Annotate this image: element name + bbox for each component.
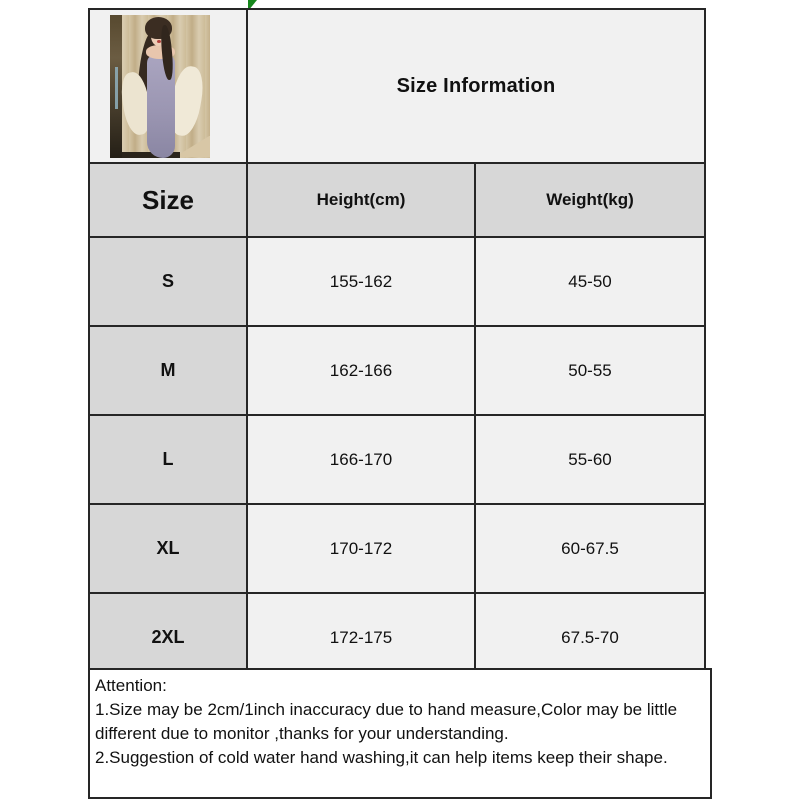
table-row-xl <box>89 504 705 593</box>
table-header-row <box>89 163 705 237</box>
product-photo <box>110 15 210 158</box>
weight-value: 55-60 <box>475 415 705 504</box>
weight-value: 60-67.5 <box>475 504 705 593</box>
size-label: S <box>89 237 247 326</box>
attention-line: different due to monitor ,thanks for your understanding. <box>95 724 509 743</box>
weight-value: 50-55 <box>475 326 705 415</box>
weight-value: 45-50 <box>475 237 705 326</box>
column-header-height: Height(cm) <box>247 163 475 237</box>
attention-line: 2.Suggestion of cold water hand washing,it can help items keep their shape. <box>95 748 668 767</box>
size-label: 2XL <box>89 593 247 682</box>
height-value: 170-172 <box>247 504 475 593</box>
table-row-l <box>89 415 705 504</box>
column-header-size: Size <box>89 163 247 237</box>
size-information-title-cell <box>247 9 705 163</box>
photo-cell <box>89 9 247 163</box>
photo-title-row <box>89 9 705 163</box>
page-title: Size Information <box>396 74 556 97</box>
window-glint <box>115 67 118 109</box>
column-header-weight: Weight(kg) <box>475 163 705 237</box>
attention-title: Attention: <box>95 676 167 695</box>
table-row-m <box>89 326 705 415</box>
height-value: 172-175 <box>247 593 475 682</box>
size-table <box>88 8 706 683</box>
attention-note-box <box>88 668 712 799</box>
size-label: M <box>89 326 247 415</box>
size-label: XL <box>89 504 247 593</box>
table-row-s <box>89 237 705 326</box>
weight-value: 67.5-70 <box>475 593 705 682</box>
height-value: 155-162 <box>247 237 475 326</box>
height-value: 166-170 <box>247 415 475 504</box>
height-value: 162-166 <box>247 326 475 415</box>
size-label: L <box>89 415 247 504</box>
attention-line: 1.Size may be 2cm/1inch inaccuracy due to hand measure,Color may be little <box>95 700 678 719</box>
